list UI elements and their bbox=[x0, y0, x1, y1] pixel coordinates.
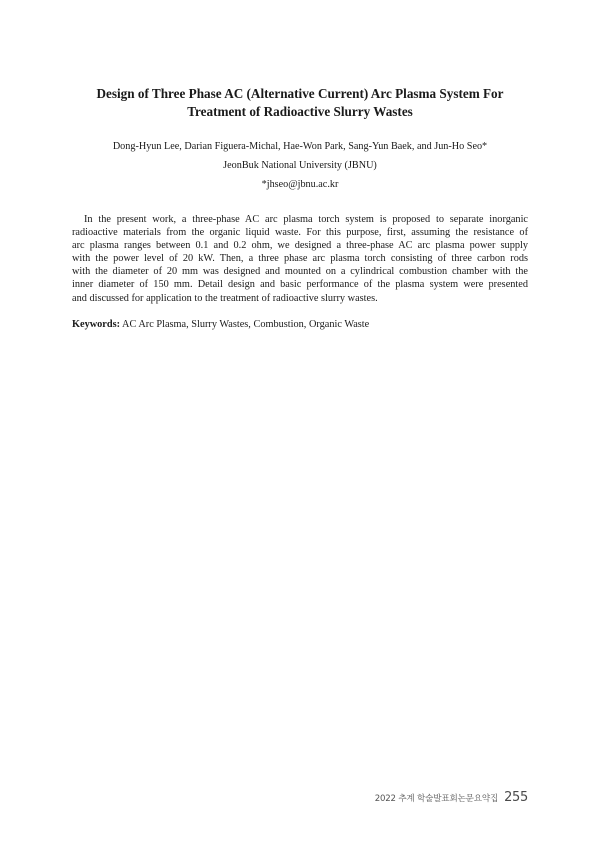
abstract-line: In the present work, a three-phase AC arc plasma torch system is proposed to separate inorganic bbox=[84, 214, 528, 225]
affiliation: JeonBuk National University (JBNU) bbox=[223, 160, 377, 171]
title-line-1: Design of Three Phase AC (Alternative Current) Arc Plasma System For bbox=[96, 86, 504, 101]
abstract-line: with the diameter of 20 mm was designed and mounted on a cylindrical combustion chamber with the bbox=[72, 266, 528, 278]
abstract-line: and discussed for application to the treatment of radioactive slurry wastes. bbox=[72, 292, 378, 304]
page-number: 255 bbox=[504, 790, 528, 805]
abstract-line: inner diameter of 150 mm. Detail design and basic performance of the plasma system were presented bbox=[72, 279, 528, 291]
proceedings-name: 2022 추계 학술발표회논문요약집 bbox=[374, 794, 499, 804]
title-line-2: Treatment of Radioactive Slurry Wastes bbox=[187, 104, 413, 119]
paper-title bbox=[60, 85, 540, 121]
abstract-body bbox=[72, 213, 528, 305]
keywords bbox=[72, 318, 528, 331]
abstract-line: radioactive materials from the organic liquid waste. For this purpose, first, assuming the resistance of bbox=[72, 227, 528, 239]
abstract-line: arc plasma ranges between 0.1 and 0.2 ohm, we designed a three-phase AC arc plasma power supply bbox=[72, 240, 528, 252]
keywords-label: Keywords: bbox=[72, 319, 121, 330]
corresponding-email: *jhseo@jbnu.ac.kr bbox=[261, 179, 339, 190]
keywords-text: AC Arc Plasma, Slurry Wastes, Combustion, Organic Waste bbox=[120, 319, 370, 330]
abstract-line: with the power level of 20 kW. Then, a three phase arc plasma torch consisting of three carbon rods bbox=[72, 253, 528, 265]
page-footer bbox=[375, 790, 528, 805]
author-list: Dong-Hyun Lee, Darian Figuera-Michal, Hae-Won Park, Sang-Yun Baek, and Jun-Ho Seo* bbox=[112, 141, 488, 152]
